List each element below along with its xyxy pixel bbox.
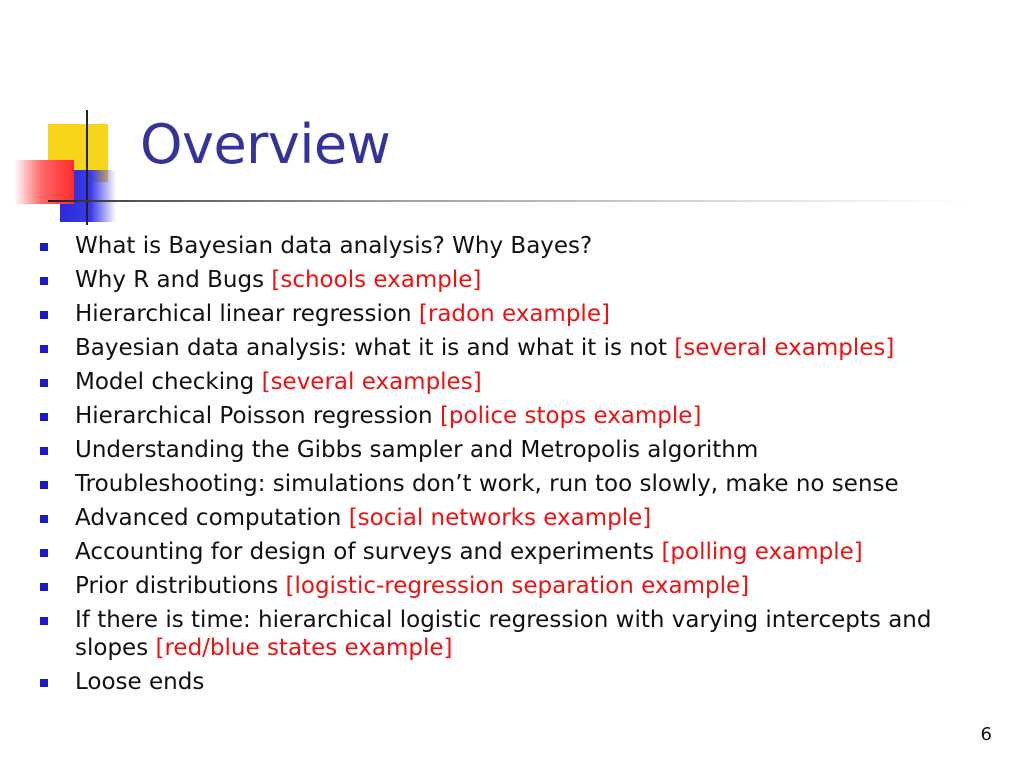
bullet-text: If there is time: hierarchical logistic regression with varying intercepts and slopes	[75, 607, 932, 661]
bullet-example-note: [polling example]	[661, 539, 863, 565]
list-item	[36, 436, 996, 464]
list-item	[36, 266, 996, 294]
bullet-square-icon	[40, 481, 48, 489]
bullet-square-icon	[40, 679, 48, 687]
bullet-example-note: [several examples]	[674, 335, 895, 361]
bullet-text: Hierarchical Poisson regression	[75, 403, 440, 429]
bullet-list	[36, 232, 996, 702]
logo-red-square	[14, 160, 74, 204]
page-number: 6	[980, 724, 992, 745]
list-item	[36, 300, 996, 328]
list-item	[36, 232, 996, 260]
list-item	[36, 504, 996, 532]
slide-logo-icon	[0, 0, 160, 240]
logo-vertical-line	[86, 110, 88, 225]
list-item	[36, 470, 996, 498]
bullet-example-note: [several examples]	[261, 369, 482, 395]
bullet-square-icon	[40, 549, 48, 557]
slide-title: Overview	[140, 113, 391, 176]
bullet-text: Hierarchical linear regression	[75, 301, 419, 327]
bullet-text: Model checking	[75, 369, 262, 395]
bullet-text: Troubleshooting: simulations don’t work, run too slowly, make no sense	[75, 471, 899, 497]
bullet-square-icon	[40, 515, 48, 523]
bullet-text: Loose ends	[75, 669, 205, 695]
bullet-text: Prior distributions	[75, 573, 286, 599]
bullet-text: Advanced computation	[75, 505, 349, 531]
list-item	[36, 368, 996, 396]
bullet-example-note: [red/blue states example]	[155, 635, 453, 661]
list-item	[36, 572, 996, 600]
bullet-square-icon	[40, 447, 48, 455]
list-item	[36, 538, 996, 566]
bullet-example-note: [logistic-regression separation example]	[285, 573, 750, 599]
bullet-text: Why R and Bugs	[75, 267, 272, 293]
bullet-example-note: [schools example]	[271, 267, 482, 293]
bullet-square-icon	[40, 243, 48, 251]
list-item	[36, 402, 996, 430]
bullet-example-note: [radon example]	[418, 301, 610, 327]
bullet-text: Understanding the Gibbs sampler and Metropolis algorithm	[75, 437, 759, 463]
bullet-text: Accounting for design of surveys and experiments	[75, 539, 662, 565]
list-item	[36, 668, 996, 696]
bullet-square-icon	[40, 311, 48, 319]
bullet-example-note: [police stops example]	[439, 403, 702, 429]
bullet-square-icon	[40, 345, 48, 353]
bullet-square-icon	[40, 277, 48, 285]
bullet-example-note: [social networks example]	[348, 505, 652, 531]
list-item	[36, 606, 996, 662]
list-item	[36, 334, 996, 362]
title-divider	[48, 200, 968, 202]
bullet-text: What is Bayesian data analysis? Why Bayes?	[75, 233, 593, 259]
bullet-square-icon	[40, 583, 48, 591]
bullet-square-icon	[40, 413, 48, 421]
bullet-square-icon	[40, 379, 48, 387]
bullet-square-icon	[40, 617, 48, 625]
bullet-text: Bayesian data analysis: what it is and what it is not	[75, 335, 675, 361]
